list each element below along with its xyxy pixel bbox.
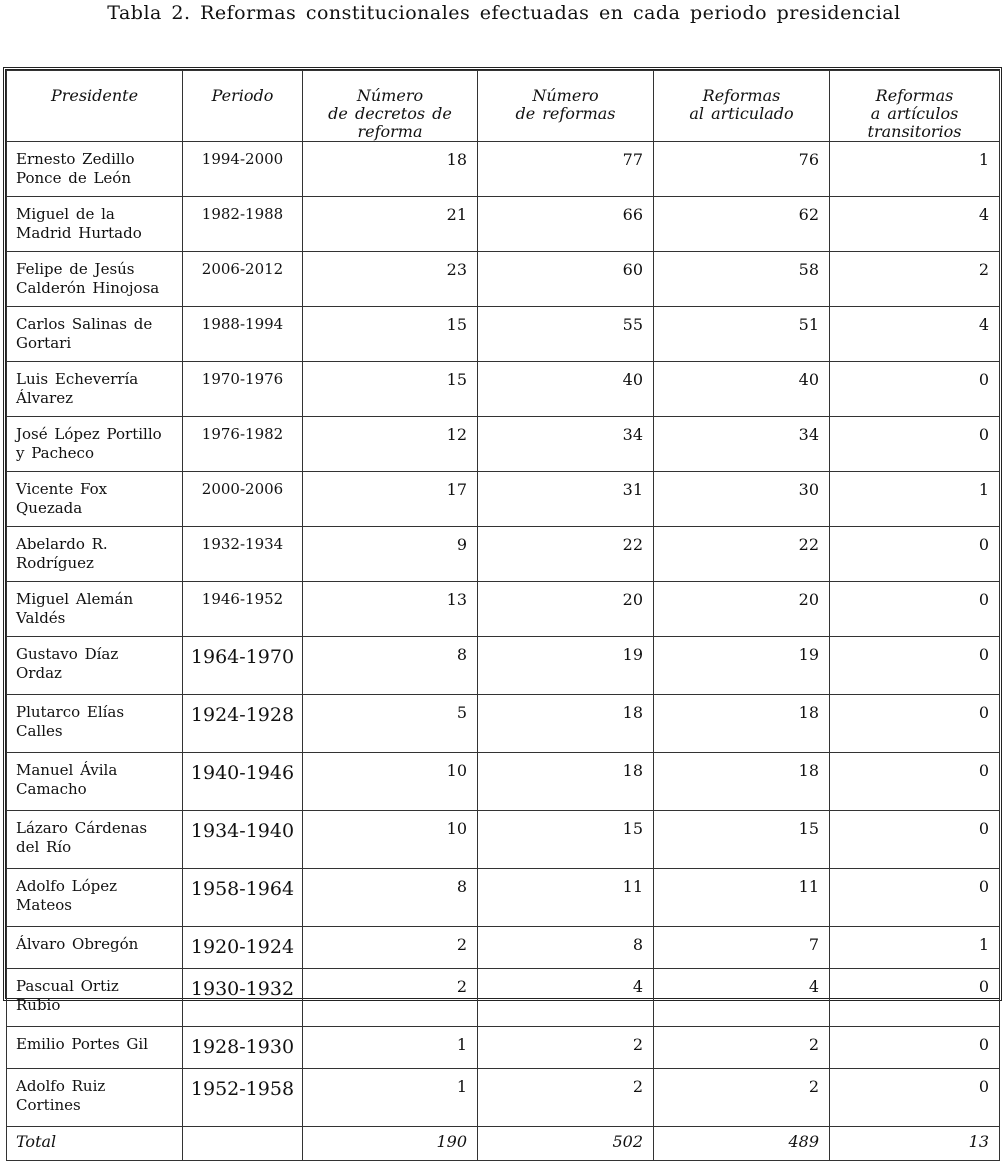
period-cell: 1958-1964 [183,869,303,927]
president-name [7,695,183,753]
table-row [7,811,1000,869]
table-row [7,197,1000,252]
table-caption: Tabla 2. Reformas constitucionales efectuadas en cada periodo presidencial [107,2,901,24]
table-row [7,307,1000,362]
transitory-cell: 0 [830,362,1000,417]
articles-cell: 15 [654,811,830,869]
decrees-cell: 12 [303,417,478,472]
president-name-line: Gortari [16,334,72,352]
table-row [7,637,1000,695]
articles-cell: 7 [654,927,830,969]
president-name [7,753,183,811]
period-cell: 1930-1932 [183,969,303,1027]
reforms-cell: 15 [478,811,654,869]
decrees-cell: 9 [303,527,478,582]
reforms-cell: 4 [478,969,654,1027]
header-articles: Reformas al articulado [654,71,830,142]
reforms-cell: 60 [478,252,654,307]
transitory-cell: 0 [830,1027,1000,1069]
president-name-line: Ordaz [16,664,62,682]
period-cell: 1988-1994 [183,307,303,362]
articles-cell: 20 [654,582,830,637]
president-name-line: Ernesto Zedillo [16,150,135,168]
president-name-line: Álvaro Obregón [16,935,139,953]
president-name [7,927,183,969]
total-label-cell: Total [7,1127,183,1161]
table-row [7,527,1000,582]
articles-cell: 11 [654,869,830,927]
president-name [7,969,183,1027]
president-name-line: Manuel Ávila [16,761,118,779]
table-row [7,142,1000,197]
table-row [7,695,1000,753]
period-cell: 1924-1928 [183,695,303,753]
president-name [7,811,183,869]
reforms-cell: 20 [478,582,654,637]
total-decrees-cell: 190 [303,1127,478,1161]
transitory-cell: 0 [830,969,1000,1027]
transitory-cell: 0 [830,637,1000,695]
period-cell: 1940-1946 [183,753,303,811]
reforms-cell: 31 [478,472,654,527]
president-name [7,1027,183,1069]
articles-cell: 19 [654,637,830,695]
period-cell: 1932-1934 [183,527,303,582]
articles-cell: 51 [654,307,830,362]
reforms-cell: 2 [478,1069,654,1127]
president-name-line: Miguel Alemán [16,590,134,608]
decrees-cell: 5 [303,695,478,753]
period-cell: 1946-1952 [183,582,303,637]
articles-cell: 58 [654,252,830,307]
reforms-cell: 2 [478,1027,654,1069]
reforms-cell: 40 [478,362,654,417]
total-row [7,1127,1000,1161]
president-name-line: y Pacheco [16,444,94,462]
president-name-line: Mateos [16,896,72,914]
reforms-table [6,70,1000,1161]
president-name-line: Lázaro Cárdenas [16,819,148,837]
president-name-line: del Río [16,838,72,856]
total-reforms-cell: 502 [478,1127,654,1161]
period-cell: 1976-1982 [183,417,303,472]
header-period: Periodo [183,71,303,142]
president-name-line: Abelardo R. [16,535,108,553]
period-cell: 1934-1940 [183,811,303,869]
articles-cell: 2 [654,1069,830,1127]
reforms-cell: 11 [478,869,654,927]
decrees-cell: 13 [303,582,478,637]
period-cell: 1920-1924 [183,927,303,969]
president-name-line: Pascual Ortiz [16,977,119,995]
president-name [7,582,183,637]
president-name [7,637,183,695]
decrees-cell: 8 [303,869,478,927]
reforms-cell: 55 [478,307,654,362]
period-cell: 1994-2000 [183,142,303,197]
president-name-line: Adolfo Ruiz [16,1077,106,1095]
transitory-cell: 1 [830,927,1000,969]
reforms-cell: 22 [478,527,654,582]
president-name-line: Rodríguez [16,554,94,572]
decrees-cell: 1 [303,1027,478,1069]
articles-cell: 76 [654,142,830,197]
articles-cell: 34 [654,417,830,472]
president-name-line: Rubio [16,996,61,1014]
table-row [7,1069,1000,1127]
transitory-cell: 1 [830,472,1000,527]
total-transitory-cell: 13 [830,1127,1000,1161]
transitory-cell: 0 [830,582,1000,637]
transitory-cell: 1 [830,142,1000,197]
president-name [7,142,183,197]
table-row [7,869,1000,927]
table-frame [3,67,1002,1151]
table-row [7,582,1000,637]
president-name [7,252,183,307]
table-row [7,362,1000,417]
president-name [7,307,183,362]
decrees-cell: 15 [303,307,478,362]
decrees-cell: 15 [303,362,478,417]
transitory-cell: 2 [830,252,1000,307]
period-cell: 1970-1976 [183,362,303,417]
table-row [7,753,1000,811]
reforms-cell: 34 [478,417,654,472]
president-name-line: Quezada [16,499,83,517]
transitory-cell: 0 [830,527,1000,582]
total-articles-cell: 489 [654,1127,830,1161]
president-name-line: José López Portillo [16,425,162,443]
decrees-cell: 1 [303,1069,478,1127]
president-name-line: Camacho [16,780,87,798]
president-name-line: Cortines [16,1096,81,1114]
decrees-cell: 10 [303,811,478,869]
total-period-cell [183,1127,303,1161]
reforms-cell: 18 [478,695,654,753]
president-name-line: Plutarco Elías [16,703,125,721]
decrees-cell: 2 [303,927,478,969]
period-cell: 1952-1958 [183,1069,303,1127]
president-name [7,362,183,417]
president-name [7,472,183,527]
president-name-line: Calderón Hinojosa [16,279,160,297]
reforms-cell: 18 [478,753,654,811]
decrees-cell: 18 [303,142,478,197]
president-name [7,417,183,472]
decrees-cell: 23 [303,252,478,307]
president-name-line: Luis Echeverría [16,370,139,388]
articles-cell: 30 [654,472,830,527]
table-row [7,252,1000,307]
transitory-cell: 0 [830,753,1000,811]
decrees-cell: 2 [303,969,478,1027]
header-reforms: Número de reformas [478,71,654,142]
president-name-line: Álvarez [16,389,73,407]
period-cell: 1928-1930 [183,1027,303,1069]
transitory-cell: 4 [830,197,1000,252]
president-name-line: Carlos Salinas de [16,315,153,333]
reforms-cell: 8 [478,927,654,969]
decrees-cell: 17 [303,472,478,527]
president-name [7,1069,183,1127]
table-row [7,1027,1000,1069]
articles-cell: 18 [654,753,830,811]
articles-cell: 62 [654,197,830,252]
decrees-cell: 21 [303,197,478,252]
reforms-cell: 77 [478,142,654,197]
period-cell: 2000-2006 [183,472,303,527]
articles-cell: 2 [654,1027,830,1069]
articles-cell: 18 [654,695,830,753]
header-decrees: Número de decretos de reforma [303,71,478,142]
transitory-cell: 0 [830,417,1000,472]
president-name [7,527,183,582]
president-name-line: Miguel de la [16,205,115,223]
president-name-line: Madrid Hurtado [16,224,142,242]
reforms-cell: 66 [478,197,654,252]
period-cell: 1982-1988 [183,197,303,252]
articles-cell: 4 [654,969,830,1027]
president-name [7,197,183,252]
president-name-line: Adolfo López [16,877,117,895]
period-cell: 2006-2012 [183,252,303,307]
header-row [7,71,1000,142]
table-row [7,417,1000,472]
president-name-line: Vicente Fox [16,480,108,498]
transitory-cell: 4 [830,307,1000,362]
articles-cell: 40 [654,362,830,417]
president-name-line: Felipe de Jesús [16,260,135,278]
president-name-line: Gustavo Díaz [16,645,119,663]
transitory-cell: 0 [830,695,1000,753]
decrees-cell: 8 [303,637,478,695]
articles-cell: 22 [654,527,830,582]
header-transitory: Reformas a artículos transitorios [830,71,1000,142]
transitory-cell: 0 [830,1069,1000,1127]
president-name-line: Emilio Portes Gil [16,1035,148,1053]
president-name [7,869,183,927]
reforms-cell: 19 [478,637,654,695]
period-cell: 1964-1970 [183,637,303,695]
transitory-cell: 0 [830,869,1000,927]
decrees-cell: 10 [303,753,478,811]
table-row [7,927,1000,969]
president-name-line: Valdés [16,609,66,627]
table-row [7,969,1000,1027]
table-row [7,472,1000,527]
transitory-cell: 0 [830,811,1000,869]
president-name-line: Calles [16,722,63,740]
header-president: Presidente [7,71,183,142]
president-name-line: Ponce de León [16,169,131,187]
